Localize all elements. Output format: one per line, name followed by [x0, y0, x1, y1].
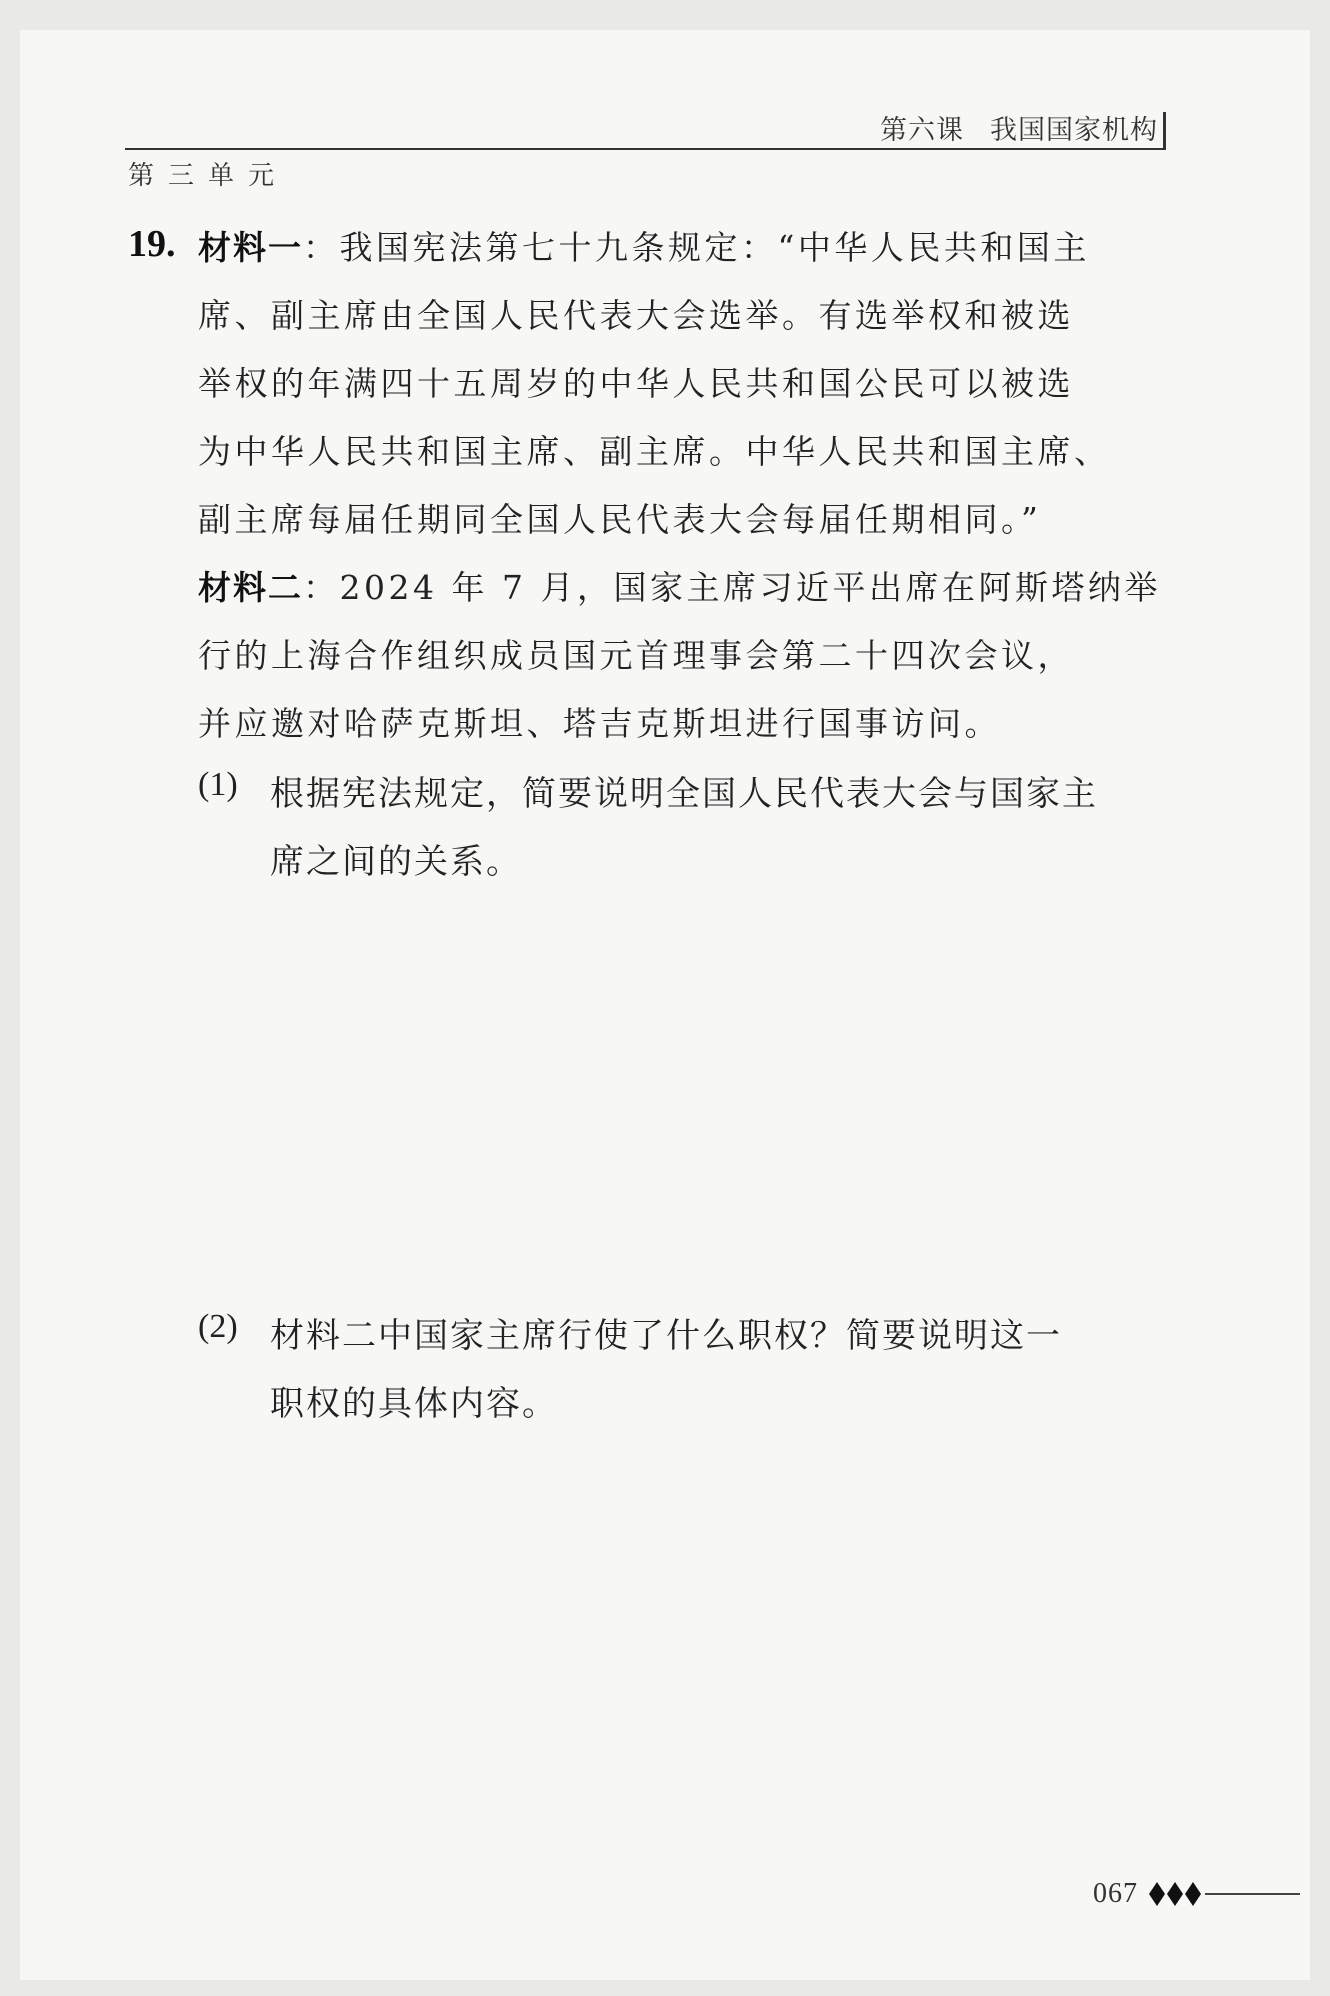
sub-question-1-line-2: 席之间的关系。 — [270, 842, 522, 882]
diamond-ornament-icon — [1148, 1880, 1204, 1908]
material1-line-5: 副主席每届任期同全国人民代表大会每届任期相同。” — [198, 500, 1042, 539]
material2-line-2: 行的上海合作组织成员国元首理事会第二十四次会议， — [198, 636, 1074, 675]
material1-line-2: 席、副主席由全国人民代表大会选举。有选举权和被选 — [198, 296, 1074, 335]
question-number: 19. — [128, 223, 176, 265]
material2-label: 材料二 — [198, 568, 303, 607]
material2-line-1: 材料二：2024 年 7 月，国家主席习近平出席在阿斯塔纳举 — [198, 568, 1161, 607]
page-number: 067 — [1093, 1878, 1138, 1909]
sub-question-2-line-2: 职权的具体内容。 — [270, 1384, 558, 1424]
material1-line-1: 材料一：我国宪法第七十九条规定：“中华人民共和国主 — [198, 228, 1090, 267]
material2-line-3: 并应邀对哈萨克斯坦、塔吉克斯坦进行国事访问。 — [198, 704, 1001, 743]
sub-question-1-number: (1) — [198, 766, 238, 803]
material1-line-4: 为中华人民共和国主席、副主席。中华人民共和国主席、 — [198, 432, 1111, 471]
sub-question-2-line-1: 材料二中国家主席行使了什么职权？简要说明这一 — [270, 1316, 1062, 1356]
lesson-title: 我国国家机构 — [990, 115, 1158, 146]
header-rule — [125, 148, 1165, 150]
footer-rule — [1205, 1893, 1300, 1895]
lesson-number: 第六课 — [880, 115, 964, 146]
header-lesson — [880, 108, 1158, 147]
header-vertical-bar — [1163, 112, 1166, 150]
sub-question-1-line-1: 根据宪法规定，简要说明全国人民代表大会与国家主 — [270, 774, 1098, 814]
unit-label: 第三单元 — [128, 161, 289, 191]
material1-label: 材料一 — [198, 228, 303, 267]
material1-line-3: 举权的年满四十五周岁的中华人民共和国公民可以被选 — [198, 364, 1074, 403]
sub-question-2-number: (2) — [198, 1308, 238, 1345]
